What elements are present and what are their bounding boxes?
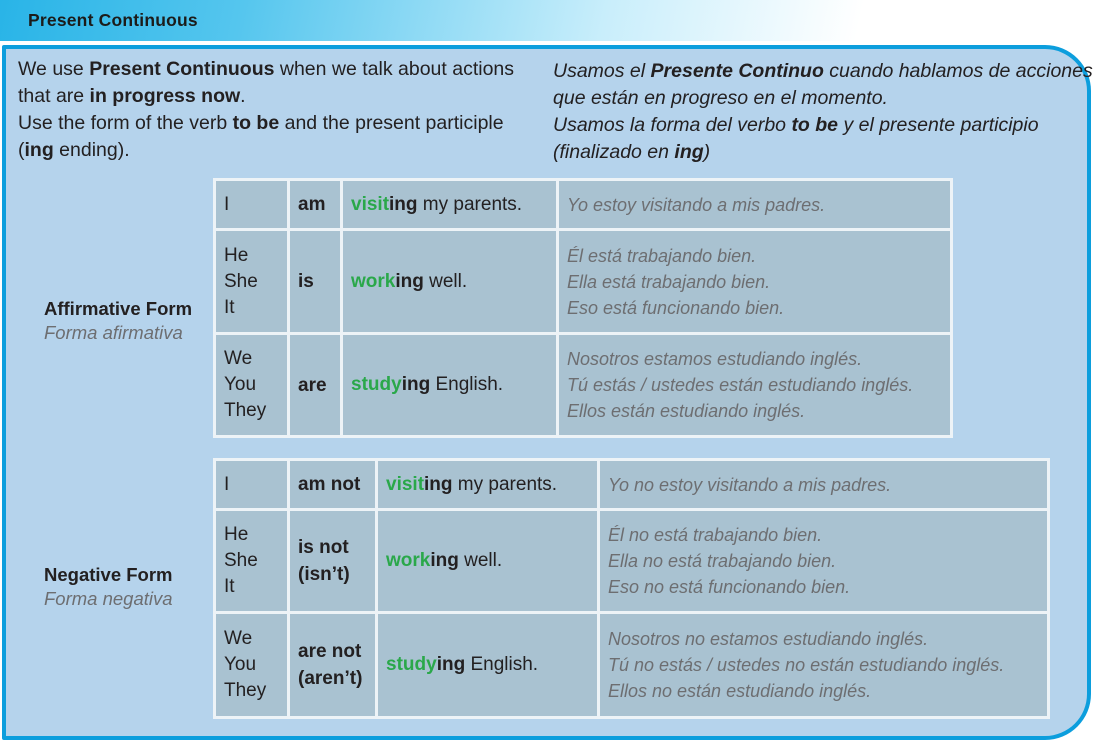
intro-english-paragraph-2: Use the form of the verb to be and the present participle (ing ending).	[18, 112, 504, 161]
table-row	[215, 613, 1049, 718]
predicate-rest: well.	[458, 550, 503, 571]
table-row	[215, 460, 1049, 510]
section-label-spanish: Forma negativa	[44, 588, 173, 609]
translation-cell: Él está trabajando bien. Ella está trabajando bien. Eso está funcionando bien.	[558, 230, 952, 334]
verb-stem: visit	[386, 473, 425, 495]
predicate-rest: English.	[465, 654, 539, 675]
translation-cell: Yo no estoy visitando a mis padres.	[599, 460, 1049, 510]
verb-stem: study	[386, 654, 437, 675]
bold-term: Presente Continuo	[650, 60, 824, 82]
section-label-spanish: Forma afirmativa	[44, 322, 183, 343]
pronoun-cell: I	[215, 180, 289, 230]
table-row	[215, 334, 952, 437]
verb-cell: is	[289, 230, 342, 334]
bold-term: ing	[24, 139, 54, 161]
ing-ending: ing	[395, 270, 424, 292]
verb-cell: am	[289, 180, 342, 230]
predicate-cell	[342, 180, 558, 230]
ing-ending: ing	[389, 193, 418, 215]
pronoun-cell: We You They	[215, 613, 289, 718]
predicate-rest: my parents.	[452, 473, 558, 495]
verb-stem: work	[386, 550, 431, 571]
affirmative-form-label	[44, 297, 192, 345]
negative-table	[213, 458, 1050, 719]
intro-english-paragraph-1: We use Present Continuous when we talk about actions that are in progress now.	[18, 58, 515, 107]
ing-ending: ing	[430, 550, 459, 571]
table-row	[215, 510, 1049, 613]
verb-cell: am not	[289, 460, 377, 510]
verb-stem: visit	[351, 193, 390, 215]
predicate-rest: my parents.	[417, 193, 523, 215]
translation-cell: Nosotros no estamos estudiando inglés. Tú no estás / ustedes no están estudiando inglés. Ellos no están estudiando inglés.	[599, 613, 1049, 718]
bold-term: to be	[232, 112, 280, 134]
predicate-cell	[377, 510, 599, 613]
ing-ending: ing	[424, 473, 453, 495]
header-bar	[0, 0, 1100, 41]
intro-spanish-paragraph-1: Usamos el Presente Continuo cuando hablamos de acciones que están en progreso en el momento.	[553, 60, 1093, 109]
verb-cell: are not (aren’t)	[289, 613, 377, 718]
bold-term: Present Continuous	[89, 58, 275, 80]
bold-term: in progress now	[89, 85, 241, 107]
section-label-english: Negative Form	[44, 564, 173, 585]
pronoun-cell: He She It	[215, 510, 289, 613]
ing-ending: ing	[436, 654, 466, 675]
verb-stem: study	[351, 374, 402, 395]
page-title: Present Continuous	[28, 10, 198, 30]
pronoun-cell: I	[215, 460, 289, 510]
affirmative-table	[213, 178, 953, 438]
predicate-rest: English.	[430, 374, 504, 395]
table-row	[215, 230, 952, 334]
bold-term: to be	[791, 114, 839, 136]
predicate-rest: well.	[423, 270, 468, 292]
predicate-cell	[377, 460, 599, 510]
intro-spanish-paragraph-2: Usamos la forma del verbo to be y el presente participio (finalizado en ing)	[553, 114, 1039, 163]
translation-cell: Él no está trabajando bien. Ella no está trabajando bien. Eso no está funcionando bien.	[599, 510, 1049, 613]
verb-stem: work	[351, 270, 396, 292]
predicate-cell	[377, 613, 599, 718]
verb-cell: are	[289, 334, 342, 437]
predicate-cell	[342, 230, 558, 334]
intro-spanish	[553, 58, 1093, 166]
pronoun-cell: He She It	[215, 230, 289, 334]
translation-cell: Nosotros estamos estudiando inglés. Tú estás / ustedes están estudiando inglés. Ellos están estudiando inglés.	[558, 334, 952, 437]
intro-english	[18, 56, 538, 164]
verb-cell: is not (isn’t)	[289, 510, 377, 613]
translation-cell: Yo estoy visitando a mis padres.	[558, 180, 952, 230]
bold-term: ing	[674, 141, 704, 163]
pronoun-cell: We You They	[215, 334, 289, 437]
section-label-english: Affirmative Form	[44, 298, 193, 319]
ing-ending: ing	[401, 374, 431, 395]
negative-form-label	[44, 563, 173, 611]
table-row	[215, 180, 952, 230]
predicate-cell	[342, 334, 558, 437]
